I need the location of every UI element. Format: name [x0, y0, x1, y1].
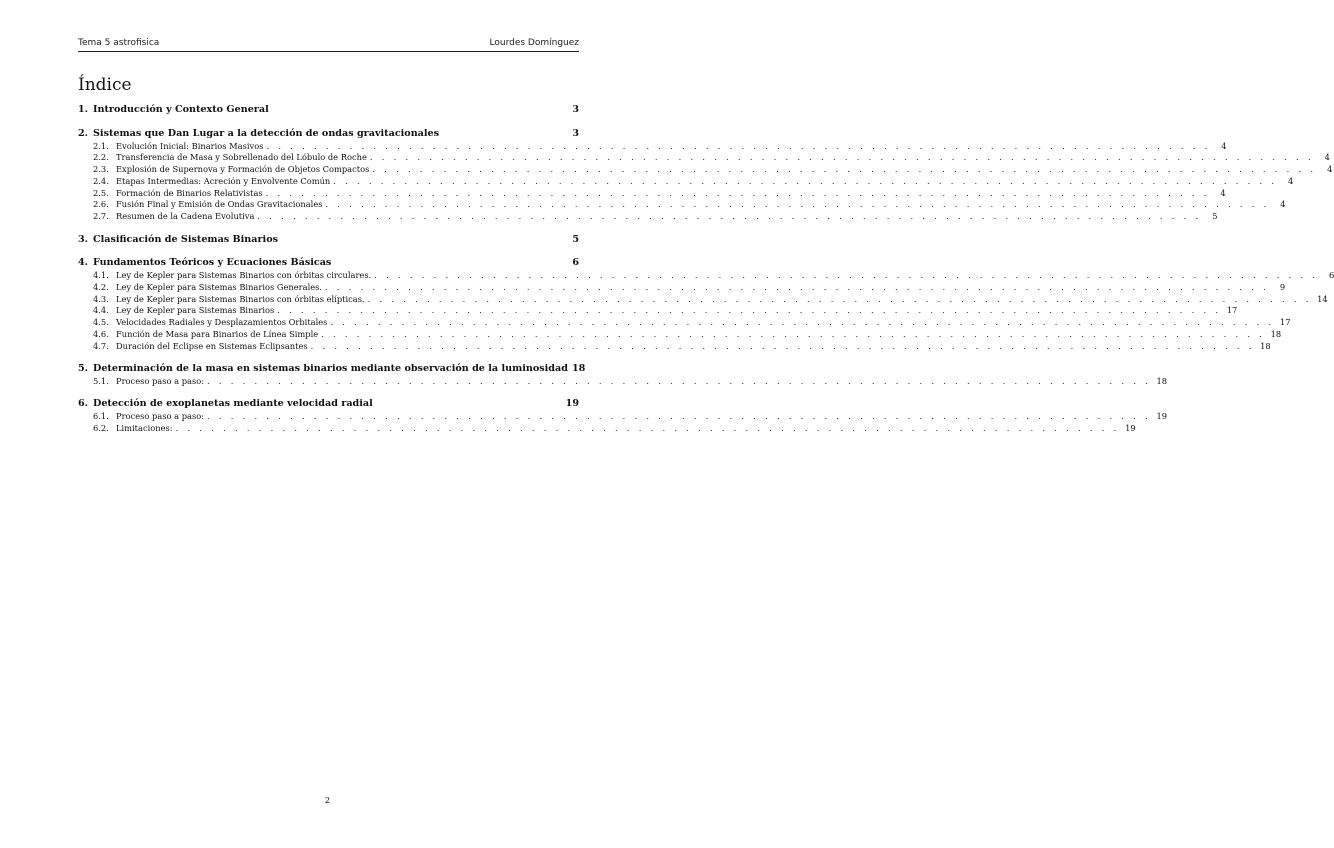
subsection-title: Función de Masa para Binarios de Línea Simple — [116, 329, 319, 340]
subsection-number: 2.3. — [93, 164, 109, 175]
subsection-title: Ley de Kepler para Sistemas Binarios con órbitas elípticas. — [116, 293, 365, 304]
section-gap — [78, 117, 579, 128]
dot-leader: . . . . . . . . . . . . . . . . . . . . . . . . . . . . . . . . . . . . . . . . . . . . . . . . . . . . . . . . . . . . . . . . . . . . . . . . . . . . . . . . — [325, 281, 1270, 292]
running-header — [78, 38, 579, 52]
toc-subsection-entry[interactable] — [78, 270, 1334, 282]
subsection-title: Proceso paso a paso: — [116, 411, 205, 422]
subsection-page: 18 — [1260, 340, 1271, 351]
toc-subsection-entry[interactable] — [78, 199, 1286, 211]
subsection-number: 4.2. — [93, 281, 109, 292]
table-of-contents — [78, 104, 1334, 435]
toc-section-entry[interactable] — [78, 363, 586, 376]
subsection-page: 18 — [1156, 376, 1168, 387]
subsection-title: Velocidades Radiales y Desplazamientos Orbitales — [116, 317, 328, 328]
subsection-page: 17 — [1226, 305, 1238, 316]
subsection-page: 9 — [1279, 281, 1286, 292]
section-number: 2. — [78, 127, 89, 139]
subsection-page: 4 — [1220, 187, 1226, 198]
subsection-title: Limitaciones: — [116, 423, 173, 434]
dot-leader: . . . . . . . . . . . . . . . . . . . . . . . . . . . . . . . . . . . . . . . . . . . . . . . . . . . . . . . . . . . . . . . . . . . . . . . . . . . . . . . . — [257, 211, 1202, 222]
section-title: Sistemas que Dan Lugar a la detección de ondas gravitacionales — [93, 127, 440, 139]
toc-subsection-entry[interactable] — [78, 175, 1294, 188]
section-page: 3 — [572, 127, 579, 139]
subsection-page: 5 — [1212, 211, 1218, 222]
subsection-page: 14 — [1317, 293, 1328, 304]
section-gap — [78, 388, 579, 399]
subsection-title: Ley de Kepler para Sistemas Binarios con órbitas circulares. — [116, 270, 372, 281]
subsection-number: 2.5. — [93, 187, 109, 198]
subsection-number: 2.7. — [93, 211, 109, 222]
subsection-number: 5.1. — [93, 376, 109, 387]
toc-section-entry[interactable] — [78, 257, 579, 270]
subsection-page: 4 — [1280, 199, 1286, 210]
dot-leader: . . . . . . . . . . . . . . . . . . . . . . . . . . . . . . . . . . . . . . . . . . . . . . . . . . . . . . . . . . . . . . . . . . . . . . . . . . . . . . . . — [325, 199, 1270, 210]
subsection-number: 6.2. — [93, 423, 109, 434]
section-page: 5 — [572, 233, 579, 245]
dot-leader: . . . . . . . . . . . . . . . . . . . . . . . . . . . . . . . . . . . . . . . . . . . . . . . . . . . . . . . . . . . . . . . . . . . . . . . . . . . . . . . . — [277, 305, 1222, 316]
toc-section-entry[interactable] — [78, 104, 579, 117]
subsection-title: Proceso paso a paso: — [116, 376, 205, 387]
dot-leader: . . . . . . . . . . . . . . . . . . . . . . . . . . . . . . . . . . . . . . . . . . . . . . . . . . . . . . . . . . . . . . . . . . . . . . . . . . . . . . . . — [265, 187, 1210, 198]
dot-leader: . . . . . . . . . . . . . . . . . . . . . . . . . . . . . . . . . . . . . . . . . . . . . . . . . . . . . . . . . . . . . . . . . . . . . . . . . . . . . . . . — [330, 317, 1275, 328]
section-title: Fundamentos Teóricos y Ecuaciones Básicas — [93, 257, 332, 269]
subsection-page: 19 — [1156, 411, 1168, 422]
toc-subsection-entry[interactable] — [78, 423, 1136, 435]
toc-subsection-entry[interactable] — [78, 317, 1291, 329]
subsection-page: 4 — [1327, 164, 1333, 175]
dot-leader: . . . . . . . . . . . . . . . . . . . . . . . . . . . . . . . . . . . . . . . . . . . . . . . . . . . . . . . . . . . . . . . . . . . . . . . . . . . . . . . . — [333, 175, 1278, 186]
section-title: Clasificación de Sistemas Binarios — [93, 233, 278, 245]
toc-heading: Índice — [78, 75, 132, 95]
section-title: Detección de exoplanetas mediante velocidad radial — [93, 398, 373, 410]
toc-subsection-entry[interactable] — [78, 329, 1282, 341]
toc-subsection-entry[interactable] — [78, 376, 1168, 388]
subsection-page: 4 — [1288, 175, 1294, 186]
subsection-page: 18 — [1270, 329, 1282, 340]
subsection-number: 4.3. — [93, 293, 109, 304]
toc-subsection-entry[interactable] — [78, 411, 1168, 423]
dot-leader: . . . . . . . . . . . . . . . . . . . . . . . . . . . . . . . . . . . . . . . . . . . . . . . . . . . . . . . . . . . . . . . . . . . . . . . . . . . . . . . . — [207, 411, 1152, 422]
dot-leader: . . . . . . . . . . . . . . . . . . . . . . . . . . . . . . . . . . . . . . . . . . . . . . . . . . . . . . . . . . . . . . . . . . . . . . . . . . . . . . . . — [367, 293, 1312, 304]
subsection-number: 2.1. — [93, 140, 109, 151]
subsection-title: Duración del Eclipse en Sistemas Eclipsantes — [116, 340, 308, 351]
subsection-number: 4.7. — [93, 340, 109, 351]
dot-leader: . . . . . . . . . . . . . . . . . . . . . . . . . . . . . . . . . . . . . . . . . . . . . . . . . . . . . . . . . . . . . . . . . . . . . . . . . . . . . . . . — [321, 329, 1266, 340]
subsection-title: Ley de Kepler para Sistemas Binarios — [116, 305, 275, 316]
subsection-number: 4.5. — [93, 317, 109, 328]
subsection-number: 4.1. — [93, 270, 109, 281]
subsection-number: 6.1. — [93, 411, 109, 422]
subsection-title: Evolución Inicial: Binarios Masivos — [116, 140, 264, 151]
toc-subsection-entry[interactable] — [78, 211, 1218, 223]
section-number: 3. — [78, 233, 89, 245]
subsection-title: Etapas Intermedias: Acreción y Envolvente Común — [116, 175, 331, 186]
section-number: 5. — [78, 363, 89, 375]
dot-leader: . . . . . . . . . . . . . . . . . . . . . . . . . . . . . . . . . . . . . . . . . . . . . . . . . . . . . . . . . . . . . . . . . . . . . . . . . . . . . . . . — [372, 164, 1317, 175]
subsection-number: 4.6. — [93, 329, 109, 340]
dot-leader: . . . . . . . . . . . . . . . . . . . . . . . . . . . . . . . . . . . . . . . . . . . . . . . . . . . . . . . . . . . . . . . . . . . . . . . . . . . . . . . . — [310, 340, 1255, 351]
subsection-page: 6 — [1329, 270, 1334, 281]
dot-leader: . . . . . . . . . . . . . . . . . . . . . . . . . . . . . . . . . . . . . . . . . . . . . . . . . . . . . . . . . . . . . . . . . . . . . . . . . . . . . . . . — [207, 376, 1152, 387]
subsection-page: 17 — [1279, 317, 1291, 328]
toc-subsection-entry[interactable] — [78, 340, 1271, 353]
section-gap — [78, 353, 579, 364]
section-title: Determinación de la masa en sistemas binarios mediante observación de la luminosidad — [93, 363, 568, 375]
dot-leader: . . . . . . . . . . . . . . . . . . . . . . . . . . . . . . . . . . . . . . . . . . . . . . . . . . . . . . . . . . . . . . . . . . . . . . . . . . . . . . . . — [175, 423, 1120, 434]
subsection-title: Formación de Binarios Relativistas — [116, 187, 263, 198]
toc-section-entry[interactable] — [78, 398, 579, 411]
section-page: 18 — [571, 363, 586, 375]
dot-leader: . . . . . . . . . . . . . . . . . . . . . . . . . . . . . . . . . . . . . . . . . . . . . . . . . . . . . . . . . . . . . . . . . . . . . . . . . . . . . . . . — [369, 152, 1314, 163]
header-rule — [78, 51, 579, 52]
toc-subsection-entry[interactable] — [78, 140, 1227, 153]
subsection-title: Transferencia de Masa y Sobrellenado del Lóbulo de Roche — [116, 152, 367, 163]
section-page: 6 — [572, 257, 579, 269]
section-gap — [78, 223, 579, 234]
section-number: 6. — [78, 398, 89, 410]
subsection-number: 2.6. — [93, 199, 109, 210]
subsection-number: 2.2. — [93, 152, 109, 163]
section-page: 19 — [565, 398, 579, 410]
toc-subsection-entry[interactable] — [78, 152, 1330, 164]
toc-subsection-entry[interactable] — [78, 293, 1328, 306]
dot-leader: . . . . . . . . . . . . . . . . . . . . . . . . . . . . . . . . . . . . . . . . . . . . . . . . . . . . . . . . . . . . . . . . . . . . . . . . . . . . . . . . — [374, 270, 1319, 281]
subsection-page: 19 — [1125, 423, 1136, 434]
header-right: Lourdes Domínguez — [489, 38, 579, 48]
subsection-title: Fusión Final y Emisión de Ondas Gravitacionales — [116, 199, 323, 210]
subsection-number: 2.4. — [93, 175, 109, 186]
section-gap — [78, 247, 579, 258]
subsection-number: 4.4. — [93, 305, 109, 316]
subsection-page: 4 — [1324, 152, 1330, 163]
subsection-page: 4 — [1221, 140, 1227, 151]
header-left: Tema 5 astrofisica — [78, 38, 160, 48]
section-title: Introducción y Contexto General — [93, 104, 269, 115]
subsection-title: Resumen de la Cadena Evolutiva — [116, 211, 255, 222]
section-number: 1. — [78, 104, 89, 115]
section-page: 3 — [572, 104, 579, 115]
toc-subsection-entry[interactable] — [78, 281, 1286, 294]
subsection-title: Ley de Kepler para Sistemas Binarios Generales. — [116, 281, 323, 292]
subsection-title: Explosión de Supernova y Formación de Objetos Compactos — [116, 164, 370, 175]
toc-subsection-entry[interactable] — [78, 187, 1226, 200]
page-number: 2 — [324, 796, 331, 806]
toc-section-entry[interactable] — [78, 234, 579, 247]
toc-section-entry[interactable] — [78, 128, 579, 141]
dot-leader: . . . . . . . . . . . . . . . . . . . . . . . . . . . . . . . . . . . . . . . . . . . . . . . . . . . . . . . . . . . . . . . . . . . . . . . . . . . . . . . . — [266, 140, 1211, 151]
section-number: 4. — [78, 257, 89, 269]
toc-subsection-entry[interactable] — [78, 164, 1333, 176]
toc-subsection-entry[interactable] — [78, 305, 1238, 317]
